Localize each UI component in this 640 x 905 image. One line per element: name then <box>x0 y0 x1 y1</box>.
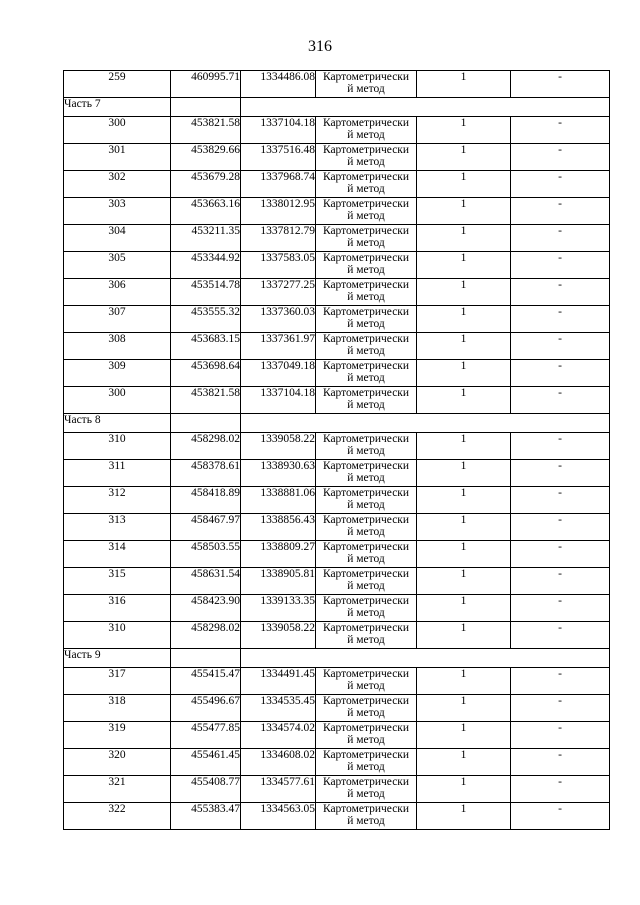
section-label: Часть 9 <box>64 649 171 668</box>
method-text-line-1: Картометрически <box>322 71 410 83</box>
method-text-line-1: Картометрически <box>322 695 410 707</box>
method-text-line-1: Картометрически <box>322 144 410 156</box>
point-number-cell: 314 <box>64 541 171 568</box>
method-cell <box>316 568 417 595</box>
method-text-line-2: й метод <box>347 499 385 511</box>
method-text-line-1: Картометрически <box>322 622 410 634</box>
point-number-cell: 309 <box>64 360 171 387</box>
y-coordinate-cell: 1338881.06 <box>241 487 316 514</box>
method-text-line-2: й метод <box>347 291 385 303</box>
method-text-line-1: Картометрически <box>322 433 410 445</box>
method-text-line-1: Картометрически <box>322 803 410 815</box>
accuracy-cell: 1 <box>417 171 511 198</box>
point-number-cell: 316 <box>64 595 171 622</box>
method-text-line-1: Картометрически <box>322 198 410 210</box>
method-text-line-2: й метод <box>347 129 385 141</box>
x-coordinate-cell: 453698.64 <box>171 360 241 387</box>
table-row <box>64 279 610 306</box>
point-number-cell: 303 <box>64 198 171 225</box>
section-label: Часть 8 <box>64 414 171 433</box>
method-text-line-2: й метод <box>347 707 385 719</box>
point-number-cell: 302 <box>64 171 171 198</box>
description-cell: - <box>511 568 610 595</box>
method-cell <box>316 541 417 568</box>
x-coordinate-cell: 458418.89 <box>171 487 241 514</box>
coordinates-table <box>63 70 610 830</box>
section-header-row <box>64 98 610 117</box>
method-text-line-1: Картометрически <box>322 568 410 580</box>
point-number-cell: 301 <box>64 144 171 171</box>
method-text-line-2: й метод <box>347 237 385 249</box>
method-cell <box>316 225 417 252</box>
method-text-line-2: й метод <box>347 183 385 195</box>
accuracy-cell: 1 <box>417 144 511 171</box>
point-number-cell: 259 <box>64 71 171 98</box>
y-coordinate-cell: 1338930.63 <box>241 460 316 487</box>
x-coordinate-cell: 453683.15 <box>171 333 241 360</box>
table-row <box>64 595 610 622</box>
method-text-line-2: й метод <box>347 472 385 484</box>
method-cell <box>316 776 417 803</box>
x-coordinate-cell: 455461.45 <box>171 749 241 776</box>
table-row <box>64 722 610 749</box>
method-text-line-2: й метод <box>347 761 385 773</box>
x-coordinate-cell: 455496.67 <box>171 695 241 722</box>
empty-cell <box>241 414 610 433</box>
table-row <box>64 333 610 360</box>
point-number-cell: 310 <box>64 622 171 649</box>
description-cell: - <box>511 71 610 98</box>
method-text-line-2: й метод <box>347 634 385 646</box>
description-cell: - <box>511 487 610 514</box>
table-row <box>64 668 610 695</box>
y-coordinate-cell: 1337516.48 <box>241 144 316 171</box>
x-coordinate-cell: 453829.66 <box>171 144 241 171</box>
accuracy-cell: 1 <box>417 225 511 252</box>
method-text-line-2: й метод <box>347 318 385 330</box>
method-text-line-1: Картометрически <box>322 333 410 345</box>
accuracy-cell: 1 <box>417 668 511 695</box>
description-cell: - <box>511 117 610 144</box>
y-coordinate-cell: 1334563.05 <box>241 803 316 830</box>
method-text-line-1: Картометрически <box>322 595 410 607</box>
description-cell: - <box>511 668 610 695</box>
accuracy-cell: 1 <box>417 568 511 595</box>
method-text-line-1: Картометрически <box>322 252 410 264</box>
point-number-cell: 306 <box>64 279 171 306</box>
point-number-cell: 312 <box>64 487 171 514</box>
point-number-cell: 322 <box>64 803 171 830</box>
point-number-cell: 320 <box>64 749 171 776</box>
description-cell: - <box>511 514 610 541</box>
description-cell: - <box>511 279 610 306</box>
point-number-cell: 319 <box>64 722 171 749</box>
coordinates-table-body <box>64 71 610 830</box>
method-cell <box>316 487 417 514</box>
method-text-line-1: Картометрически <box>322 541 410 553</box>
y-coordinate-cell: 1338905.81 <box>241 568 316 595</box>
method-cell <box>316 433 417 460</box>
point-number-cell: 305 <box>64 252 171 279</box>
description-cell: - <box>511 198 610 225</box>
method-text-line-1: Картометрически <box>322 306 410 318</box>
point-number-cell: 313 <box>64 514 171 541</box>
method-text-line-1: Картометрически <box>322 387 410 399</box>
y-coordinate-cell: 1338809.27 <box>241 541 316 568</box>
x-coordinate-cell: 458467.97 <box>171 514 241 541</box>
x-coordinate-cell: 458631.54 <box>171 568 241 595</box>
accuracy-cell: 1 <box>417 722 511 749</box>
empty-cell <box>241 649 610 668</box>
method-text-line-2: й метод <box>347 83 385 95</box>
method-text-line-2: й метод <box>347 445 385 457</box>
y-coordinate-cell: 1337277.25 <box>241 279 316 306</box>
y-coordinate-cell: 1334491.45 <box>241 668 316 695</box>
empty-cell <box>171 98 241 117</box>
accuracy-cell: 1 <box>417 433 511 460</box>
x-coordinate-cell: 455408.77 <box>171 776 241 803</box>
method-text-line-2: й метод <box>347 345 385 357</box>
point-number-cell: 307 <box>64 306 171 333</box>
method-cell <box>316 306 417 333</box>
y-coordinate-cell: 1338856.43 <box>241 514 316 541</box>
method-cell <box>316 695 417 722</box>
method-cell <box>316 198 417 225</box>
x-coordinate-cell: 453679.28 <box>171 171 241 198</box>
table-row <box>64 460 610 487</box>
y-coordinate-cell: 1337360.03 <box>241 306 316 333</box>
y-coordinate-cell: 1334486.08 <box>241 71 316 98</box>
description-cell: - <box>511 360 610 387</box>
description-cell: - <box>511 749 610 776</box>
accuracy-cell: 1 <box>417 460 511 487</box>
method-cell <box>316 144 417 171</box>
table-row <box>64 568 610 595</box>
method-cell <box>316 460 417 487</box>
method-text-line-2: й метод <box>347 264 385 276</box>
accuracy-cell: 1 <box>417 360 511 387</box>
description-cell: - <box>511 225 610 252</box>
table-row <box>64 225 610 252</box>
accuracy-cell: 1 <box>417 71 511 98</box>
point-number-cell: 318 <box>64 695 171 722</box>
accuracy-cell: 1 <box>417 514 511 541</box>
accuracy-cell: 1 <box>417 279 511 306</box>
y-coordinate-cell: 1334577.61 <box>241 776 316 803</box>
method-cell <box>316 722 417 749</box>
y-coordinate-cell: 1339133.35 <box>241 595 316 622</box>
description-cell: - <box>511 460 610 487</box>
accuracy-cell: 1 <box>417 541 511 568</box>
method-text-line-2: й метод <box>347 156 385 168</box>
accuracy-cell: 1 <box>417 306 511 333</box>
x-coordinate-cell: 458378.61 <box>171 460 241 487</box>
x-coordinate-cell: 460995.71 <box>171 71 241 98</box>
x-coordinate-cell: 455383.47 <box>171 803 241 830</box>
method-text-line-2: й метод <box>347 607 385 619</box>
description-cell: - <box>511 252 610 279</box>
method-cell <box>316 622 417 649</box>
method-cell <box>316 595 417 622</box>
point-number-cell: 321 <box>64 776 171 803</box>
table-row <box>64 144 610 171</box>
x-coordinate-cell: 455415.47 <box>171 668 241 695</box>
table-row <box>64 171 610 198</box>
method-cell <box>316 117 417 144</box>
y-coordinate-cell: 1337361.97 <box>241 333 316 360</box>
table-row <box>64 198 610 225</box>
empty-cell <box>171 649 241 668</box>
method-text-line-2: й метод <box>347 680 385 692</box>
method-text-line-1: Картометрически <box>322 460 410 472</box>
method-text-line-1: Картометрически <box>322 722 410 734</box>
table-row <box>64 252 610 279</box>
method-cell <box>316 360 417 387</box>
description-cell: - <box>511 695 610 722</box>
description-cell: - <box>511 171 610 198</box>
method-cell <box>316 279 417 306</box>
accuracy-cell: 1 <box>417 252 511 279</box>
method-text-line-1: Картометрически <box>322 171 410 183</box>
point-number-cell: 317 <box>64 668 171 695</box>
table-row <box>64 360 610 387</box>
table-row <box>64 776 610 803</box>
method-cell <box>316 803 417 830</box>
point-number-cell: 315 <box>64 568 171 595</box>
x-coordinate-cell: 458298.02 <box>171 622 241 649</box>
method-text-line-2: й метод <box>347 788 385 800</box>
empty-cell <box>241 98 610 117</box>
method-cell <box>316 387 417 414</box>
description-cell: - <box>511 333 610 360</box>
point-number-cell: 311 <box>64 460 171 487</box>
x-coordinate-cell: 453821.58 <box>171 387 241 414</box>
section-label: Часть 7 <box>64 98 171 117</box>
method-cell <box>316 749 417 776</box>
table-row <box>64 622 610 649</box>
accuracy-cell: 1 <box>417 333 511 360</box>
y-coordinate-cell: 1339058.22 <box>241 622 316 649</box>
description-cell: - <box>511 541 610 568</box>
point-number-cell: 308 <box>64 333 171 360</box>
y-coordinate-cell: 1334535.45 <box>241 695 316 722</box>
method-cell <box>316 668 417 695</box>
x-coordinate-cell: 453663.16 <box>171 198 241 225</box>
table-row <box>64 514 610 541</box>
y-coordinate-cell: 1337812.79 <box>241 225 316 252</box>
table-row <box>64 71 610 98</box>
accuracy-cell: 1 <box>417 117 511 144</box>
section-header-row <box>64 649 610 668</box>
x-coordinate-cell: 458298.02 <box>171 433 241 460</box>
method-text-line-2: й метод <box>347 553 385 565</box>
method-text-line-2: й метод <box>347 526 385 538</box>
method-text-line-1: Картометрически <box>322 749 410 761</box>
y-coordinate-cell: 1334608.02 <box>241 749 316 776</box>
point-number-cell: 300 <box>64 117 171 144</box>
x-coordinate-cell: 453344.92 <box>171 252 241 279</box>
table-row <box>64 117 610 144</box>
description-cell: - <box>511 622 610 649</box>
method-text-line-1: Картометрически <box>322 225 410 237</box>
description-cell: - <box>511 776 610 803</box>
accuracy-cell: 1 <box>417 198 511 225</box>
y-coordinate-cell: 1334574.02 <box>241 722 316 749</box>
empty-cell <box>171 414 241 433</box>
method-text-line-2: й метод <box>347 734 385 746</box>
method-text-line-2: й метод <box>347 399 385 411</box>
description-cell: - <box>511 387 610 414</box>
point-number-cell: 310 <box>64 433 171 460</box>
method-cell <box>316 333 417 360</box>
point-number-cell: 304 <box>64 225 171 252</box>
y-coordinate-cell: 1337104.18 <box>241 117 316 144</box>
accuracy-cell: 1 <box>417 695 511 722</box>
table-row <box>64 387 610 414</box>
x-coordinate-cell: 453821.58 <box>171 117 241 144</box>
accuracy-cell: 1 <box>417 803 511 830</box>
method-text-line-1: Картометрически <box>322 668 410 680</box>
table-row <box>64 306 610 333</box>
method-text-line-1: Картометрически <box>322 117 410 129</box>
method-text-line-1: Картометрически <box>322 279 410 291</box>
x-coordinate-cell: 455477.85 <box>171 722 241 749</box>
method-text-line-2: й метод <box>347 815 385 827</box>
y-coordinate-cell: 1339058.22 <box>241 433 316 460</box>
method-cell <box>316 252 417 279</box>
table-row <box>64 487 610 514</box>
accuracy-cell: 1 <box>417 749 511 776</box>
y-coordinate-cell: 1337968.74 <box>241 171 316 198</box>
table-row <box>64 433 610 460</box>
x-coordinate-cell: 453555.32 <box>171 306 241 333</box>
method-cell <box>316 171 417 198</box>
description-cell: - <box>511 803 610 830</box>
method-text-line-1: Картометрически <box>322 360 410 372</box>
description-cell: - <box>511 595 610 622</box>
method-text-line-2: й метод <box>347 372 385 384</box>
method-cell <box>316 71 417 98</box>
accuracy-cell: 1 <box>417 387 511 414</box>
x-coordinate-cell: 458503.55 <box>171 541 241 568</box>
description-cell: - <box>511 144 610 171</box>
description-cell: - <box>511 306 610 333</box>
y-coordinate-cell: 1337583.05 <box>241 252 316 279</box>
description-cell: - <box>511 433 610 460</box>
table-row <box>64 695 610 722</box>
accuracy-cell: 1 <box>417 595 511 622</box>
table-row <box>64 803 610 830</box>
method-text-line-2: й метод <box>347 580 385 592</box>
description-cell: - <box>511 722 610 749</box>
method-text-line-2: й метод <box>347 210 385 222</box>
accuracy-cell: 1 <box>417 776 511 803</box>
y-coordinate-cell: 1337049.18 <box>241 360 316 387</box>
method-text-line-1: Картометрически <box>322 514 410 526</box>
table-row <box>64 541 610 568</box>
method-text-line-1: Картометрически <box>322 776 410 788</box>
table-row <box>64 749 610 776</box>
x-coordinate-cell: 453514.78 <box>171 279 241 306</box>
y-coordinate-cell: 1338012.95 <box>241 198 316 225</box>
accuracy-cell: 1 <box>417 487 511 514</box>
x-coordinate-cell: 453211.35 <box>171 225 241 252</box>
accuracy-cell: 1 <box>417 622 511 649</box>
x-coordinate-cell: 458423.90 <box>171 595 241 622</box>
method-cell <box>316 514 417 541</box>
method-text-line-1: Картометрически <box>322 487 410 499</box>
section-header-row <box>64 414 610 433</box>
page-number: 316 <box>308 38 332 55</box>
point-number-cell: 300 <box>64 387 171 414</box>
y-coordinate-cell: 1337104.18 <box>241 387 316 414</box>
